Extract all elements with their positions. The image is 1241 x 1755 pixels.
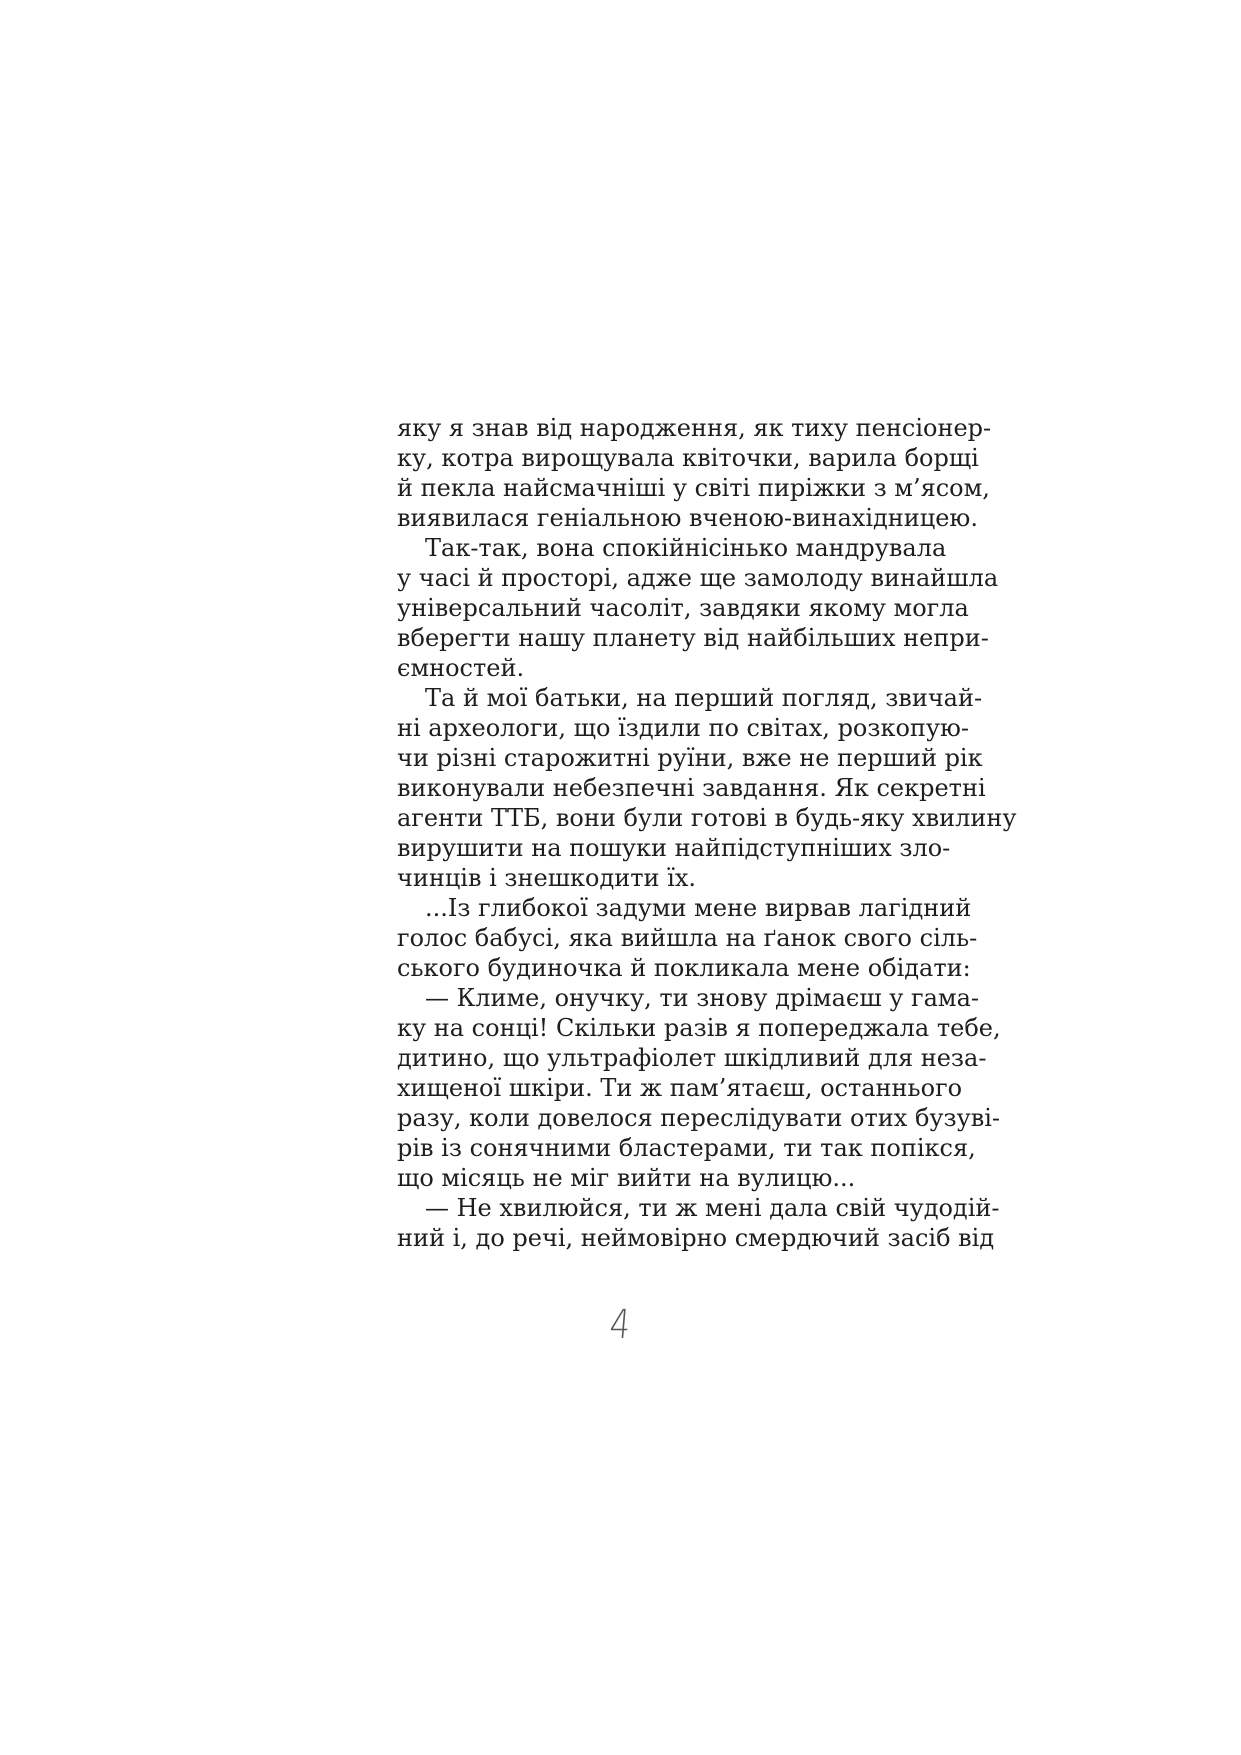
text-line: чи різні старожитні руїни, вже не перший рік xyxy=(397,744,983,772)
text-line: що місяць не міг вийти на вулицю... xyxy=(397,1164,856,1192)
text-line: рів із сонячними бластерами, ти так попікся, xyxy=(397,1134,976,1162)
text-line: чинців і знешкодити їх. xyxy=(397,864,696,892)
text-line: ського будиночка й покликала мене обідати: xyxy=(397,954,971,982)
text-line: у часі й просторі, адже ще замолоду винайшла xyxy=(397,564,999,592)
text-line: — Климе, онучку, ти знову дрімаєш у гама- xyxy=(425,984,979,1012)
text-line: ні археологи, що їздили по світах, розкопую- xyxy=(397,714,970,742)
text-line: дитино, що ультрафіолет шкідливий для неза- xyxy=(397,1044,987,1072)
text-line: вирушити на пошуки найпідступніших зло- xyxy=(397,834,951,862)
text-line: Так-так, вона спокійнісінько мандрувала xyxy=(425,534,947,562)
text-line: ний і, до речі, неймовірно смердючий засіб від xyxy=(397,1224,995,1252)
text-line: — Не хвилюйся, ти ж мені дала свій чудодій- xyxy=(425,1194,1000,1222)
text-line: хищеної шкіри. Ти ж пам’ятаєш, останнього xyxy=(397,1074,963,1102)
text-line: ку, котра вирощувала квіточки, варила борщі xyxy=(397,444,979,472)
body-text xyxy=(397,413,1017,1253)
text-line: Та й мої батьки, на перший погляд, звичай- xyxy=(425,684,983,712)
text-line: й пекла найсмачніші у світі пиріжки з м’ясом, xyxy=(397,474,990,502)
text-line: ємностей. xyxy=(397,654,525,682)
text-line: вберегти нашу планету від найбільших непри- xyxy=(397,624,989,652)
text-line: яку я знав від народження, як тиху пенсіонер- xyxy=(397,414,992,442)
text-line: виконували небезпечні завдання. Як секретні xyxy=(397,774,986,802)
page-number: 4 xyxy=(607,1302,633,1348)
text-line: виявилася геніальною вченою-винахідницею. xyxy=(397,504,978,532)
text-line: ...Із глибокої задуми мене вирвав лагідний xyxy=(425,894,972,922)
text-line: разу, коли довелося переслідувати отих бузуві- xyxy=(397,1104,1001,1132)
text-line: ку на сонці! Скільки разів я попереджала тебе, xyxy=(397,1014,1001,1042)
text-line: агенти ТТБ, вони були готові в будь-яку хвилину xyxy=(397,804,1017,832)
text-line: голос бабусі, яка вийшла на ґанок свого сіль- xyxy=(397,924,978,952)
text-line: універсальний часоліт, завдяки якому могла xyxy=(397,594,969,622)
